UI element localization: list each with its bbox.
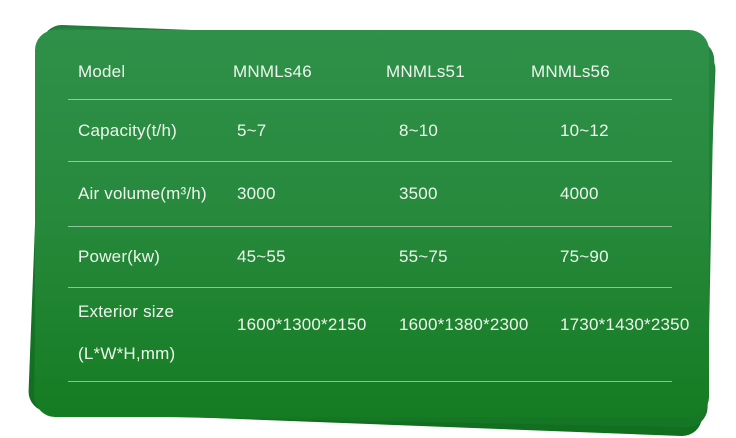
capacity-value-2: 8~10 xyxy=(399,120,439,140)
capacity-label: Capacity(t/h) xyxy=(78,120,177,140)
air-volume-label: Air volume(m³/h) xyxy=(78,184,207,203)
table-row-power xyxy=(68,227,672,288)
table-row-exterior-size xyxy=(68,288,690,382)
air-volume-value-2: 3500 xyxy=(399,184,438,203)
exterior-size-value-3: 1730*1430*2350 xyxy=(560,314,690,334)
header-model-label: Model xyxy=(78,61,126,81)
air-volume-value-3: 4000 xyxy=(560,184,599,203)
table-row-air-volume xyxy=(68,162,672,227)
exterior-size-label xyxy=(68,291,237,375)
capacity-value-1: 5~7 xyxy=(237,120,267,140)
header-model-mnmls56: MNMLs56 xyxy=(531,61,610,81)
header-model-mnmls46: MNMLs46 xyxy=(233,61,312,81)
capacity-value-3: 10~12 xyxy=(560,120,609,140)
exterior-size-value-2: 1600*1380*2300 xyxy=(399,314,529,334)
spec-card-stack xyxy=(35,30,709,417)
air-volume-value-1: 3000 xyxy=(237,184,276,203)
power-value-1: 45~55 xyxy=(237,247,286,266)
exterior-size-value-1: 1600*1300*2150 xyxy=(237,314,367,334)
exterior-size-label-line2: (L*W*H,mm) xyxy=(78,343,176,363)
exterior-size-label-line1: Exterior size xyxy=(78,301,175,321)
power-label: Power(kw) xyxy=(78,247,161,266)
table-header-row xyxy=(68,30,672,100)
spec-card xyxy=(35,30,709,417)
header-model-mnmls51: MNMLs51 xyxy=(386,61,465,81)
power-value-3: 75~90 xyxy=(560,247,609,266)
power-value-2: 55~75 xyxy=(399,247,448,266)
table-row-capacity xyxy=(68,100,672,162)
